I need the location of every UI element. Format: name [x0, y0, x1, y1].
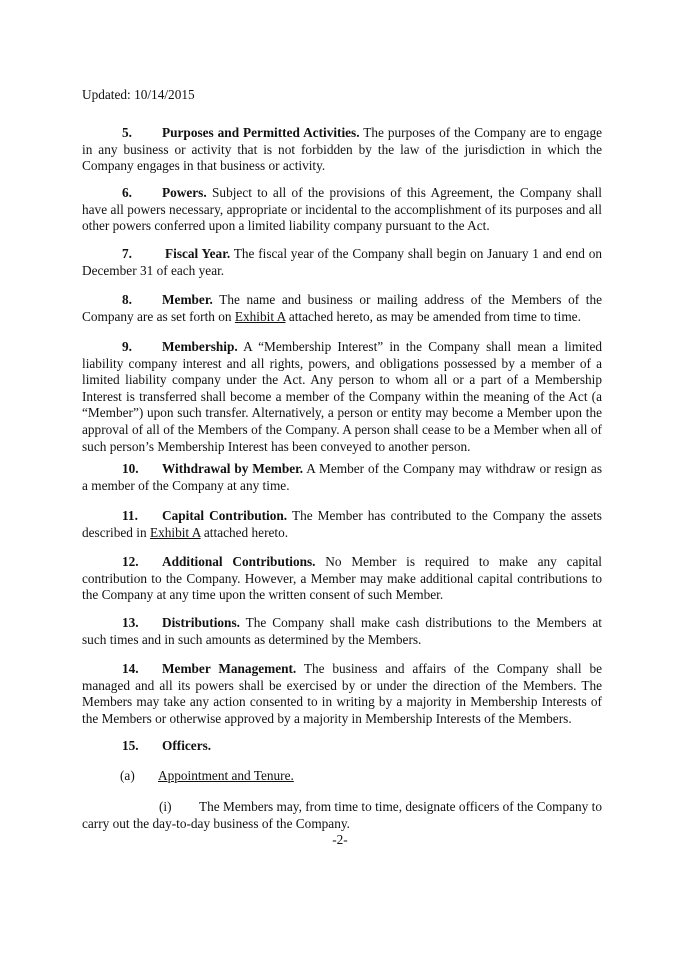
section-number: 11.	[122, 508, 138, 523]
section-12	[82, 554, 602, 604]
section-text: The Member has contributed to the Company the assets described in	[82, 508, 602, 540]
section-7	[82, 246, 602, 279]
section-number: 6.	[122, 185, 132, 200]
section-number: 8.	[122, 292, 132, 307]
subsection-label: (a)	[120, 768, 135, 783]
section-title: Powers.	[162, 185, 207, 200]
section-number: 13.	[122, 615, 139, 630]
exhibit-a-reference: Exhibit A	[234, 308, 286, 324]
section-title: Distributions.	[162, 615, 240, 630]
subsection-a	[82, 768, 602, 785]
updated-date: Updated: 10/14/2015	[82, 87, 195, 102]
section-5	[82, 125, 602, 175]
section-text: The name and business or mailing address of the Members of the Company are as set forth on	[82, 292, 602, 324]
section-title: Officers.	[162, 738, 212, 753]
section-13	[82, 615, 602, 648]
section-text: The business and affairs of the Company shall be managed and all its powers shall be exercised by or under the direction of the Members. The Members may take any action consented to in writing by a majority in Membership Interests of the Members or otherwise approved by a majority in Membership Interests of the Members.	[82, 661, 602, 726]
section-text: The fiscal year of the Company shall begin on January 1 and end on December 31 of each year.	[82, 246, 602, 278]
section-number: 10.	[122, 461, 139, 476]
section-8	[82, 292, 602, 325]
section-14	[82, 661, 602, 727]
subsection-title: Appointment and Tenure.	[158, 768, 294, 783]
subsection-text: The Members may, from time to time, designate officers of the Company to carry out the day-to-day business of the Company.	[82, 799, 602, 831]
section-title: Fiscal Year.	[165, 246, 231, 261]
page-number: -2-	[332, 832, 348, 847]
section-title: Additional Contributions.	[162, 554, 316, 569]
section-title: Member Management.	[162, 661, 297, 676]
section-text: No Member is required to make any capital contribution to the Company. However, a Member may make additional capital contributions to the Company at any time upon the written consent of such Member.	[82, 554, 602, 603]
section-number: 7.	[122, 246, 132, 261]
section-title: Withdrawal by Member.	[162, 461, 304, 476]
section-9	[82, 339, 602, 455]
subsection-i	[82, 799, 602, 832]
section-title: Purposes and Permitted Activities.	[162, 125, 360, 140]
section-text: attached hereto, as may be amended from time to time.	[285, 308, 581, 324]
section-text: A Member of the Company may withdraw or resign as a member of the Company at any time.	[82, 461, 602, 493]
section-6	[82, 185, 602, 235]
section-text: The Company shall make cash distributions to the Members at such times and in such amounts as determined by the Members.	[82, 615, 602, 647]
section-11	[82, 508, 602, 541]
section-number: 12.	[122, 554, 139, 569]
exhibit-a-reference: Exhibit A	[149, 524, 201, 540]
section-title: Membership.	[162, 339, 238, 354]
section-text: A “Membership Interest” in the Company shall mean a limited liability company interest and all rights, powers, and obligations possessed by a member of a limited liability company under the Act. Any person to whom all or a part of a Membership Interest is transferred shall become a member of the Company within the meaning of the Act (a “Member”) upon such transfer. Alternatively, a person or entity may become a Member upon the approval of all of the Members of the Company. A person shall cease to be a Member when all of such person’s Membership Interest has been conveyed to another person.	[82, 339, 602, 454]
section-text: attached hereto.	[200, 524, 289, 540]
section-15	[82, 738, 602, 755]
section-text: Subject to all of the provisions of this Agreement, the Company shall have all powers necessary, appropriate or incidental to the accomplishment of its purposes and all other powers conferred upon a limited liability company pursuant to the Act.	[82, 185, 602, 234]
subsection-label: (i)	[159, 799, 172, 814]
section-title: Capital Contribution.	[162, 508, 288, 523]
section-title: Member.	[162, 292, 213, 307]
section-number: 15.	[122, 738, 139, 753]
section-number: 14.	[122, 661, 139, 676]
section-10	[82, 461, 602, 494]
section-text: The purposes of the Company are to engage in any business or activity that is not forbidden by the law of the jurisdiction in which the Company engages in that business or activity.	[82, 125, 602, 174]
section-number: 5.	[122, 125, 132, 140]
section-number: 9.	[122, 339, 132, 354]
